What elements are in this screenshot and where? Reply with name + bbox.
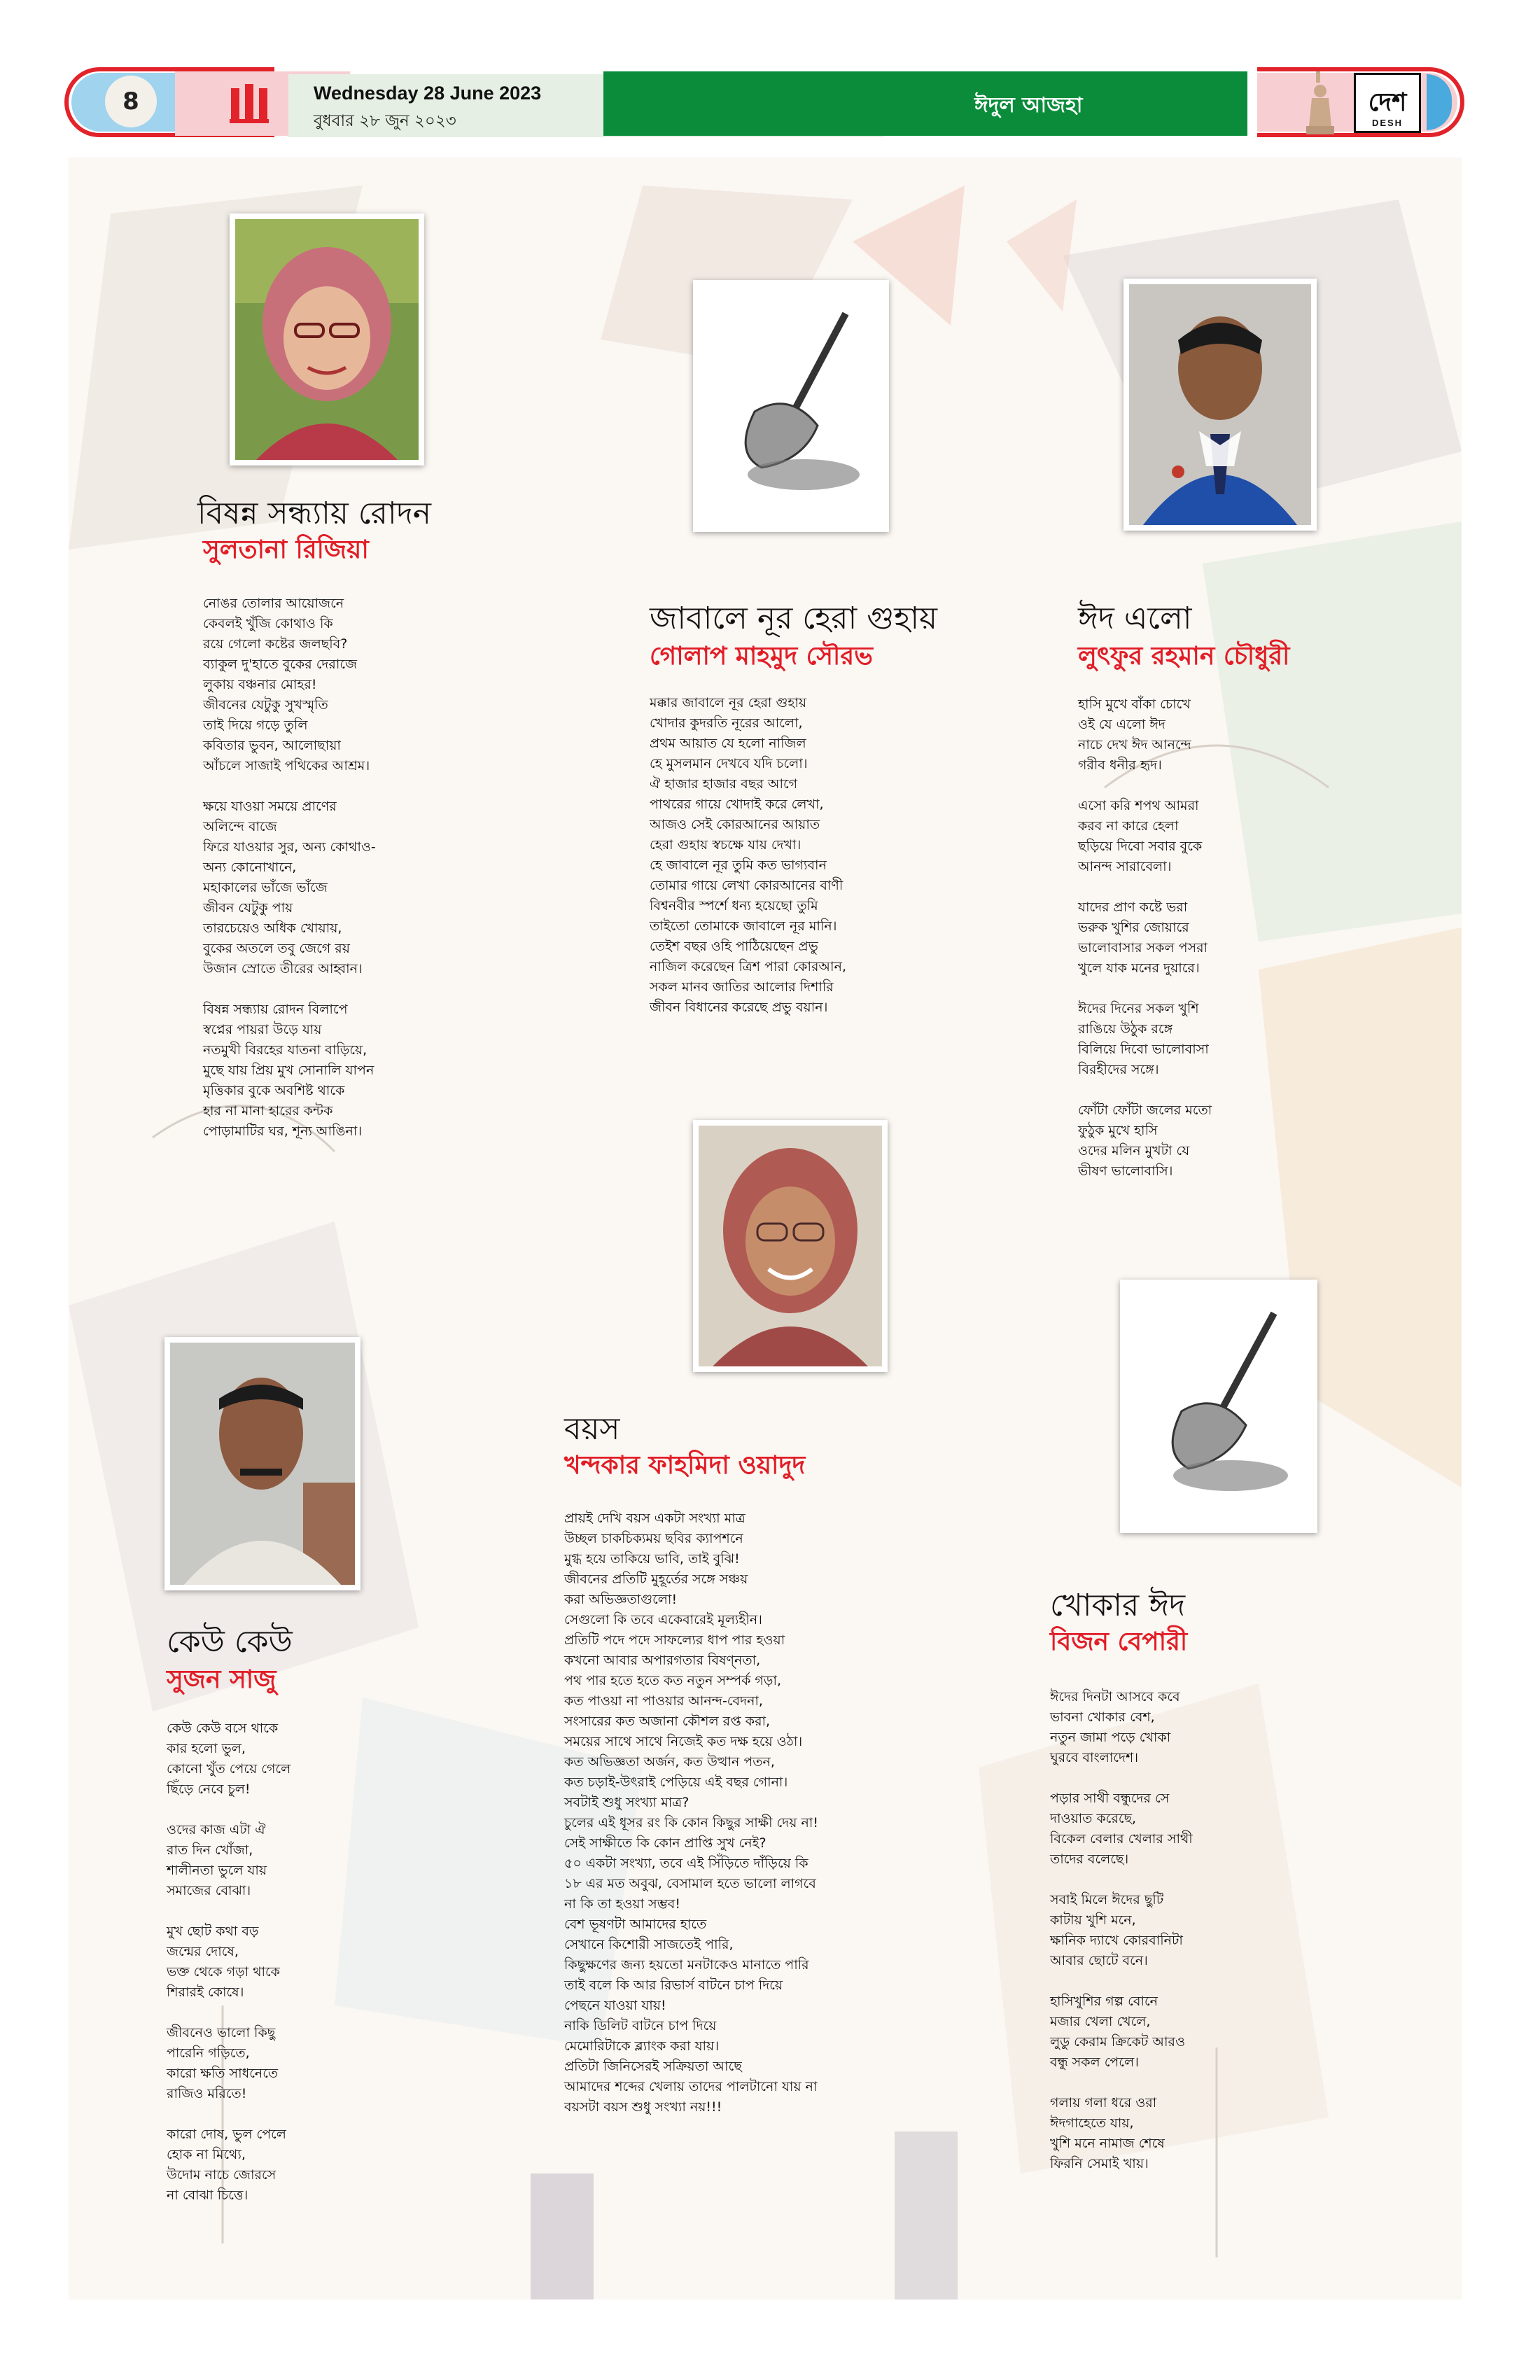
- poem-line: বিশ্বনবীর স্পর্শে ধন্য হয়েছো তুমি: [650, 898, 818, 913]
- poem-body: [1050, 1687, 1193, 2174]
- poem-line: মুগ্ধ হয়ে তাকিয়ে ভাবি, তাই বুঝি!: [564, 1551, 740, 1567]
- poem-line: হে মুসলমান দেখবে যদি চলো।: [650, 756, 808, 771]
- poem-stanza: [203, 594, 376, 776]
- poem-stanza: [203, 797, 376, 979]
- poem-line: হেরা গুহায় স্বচক্ষে যায় দেখা।: [650, 837, 802, 853]
- poem-author: গোলাপ মাহমুদ সৌরভ: [650, 642, 873, 671]
- poem-line: আমাদের শব্দের খেলায় তাদের পালটানো যায় না: [564, 2079, 818, 2094]
- poem-line: খুলে যাক মনের দুয়ারে।: [1078, 960, 1200, 976]
- poem-line: কত পাওয়া না পাওয়ার আনন্দ-বেদনা,: [564, 1693, 763, 1709]
- illustration-golap-mahmud: [693, 280, 889, 532]
- poem-stanza: [564, 1508, 818, 2118]
- woman-with-glasses-photo: [699, 1126, 882, 1366]
- poem-line: নাকি ডিলিট বাটনে চাপ দিয়ে: [564, 2018, 717, 2033]
- brand-logo: দেশ DESH: [1354, 73, 1421, 133]
- poem-line: ফিরে যাওয়ার সুর, অন্য কোথাও-: [203, 839, 376, 855]
- poem-line: তেইশ বছর ওহি পাঠিয়েছেন প্রভু: [650, 939, 818, 954]
- page-number: 8: [105, 76, 157, 127]
- poem-line: রাজিও মরিতে!: [167, 2086, 247, 2101]
- poem-line: রয়ে গেলো কষ্টের জলছবি?: [203, 636, 348, 652]
- poem-line: বিকেল বেলার খেলার সাথী: [1050, 1831, 1193, 1847]
- pen-sketch-illustration: [1126, 1285, 1312, 1527]
- poem-line: খোদার কুদরতি নূরের আলো,: [650, 715, 803, 731]
- page-header: [64, 67, 1464, 140]
- poem-line: পারেনি গড়িতে,: [167, 2045, 250, 2061]
- poem-line: ফুঠুক মুখে হাসি: [1078, 1123, 1158, 1138]
- poem-line: তাই দিয়ে গড়ে তুলি: [203, 718, 308, 733]
- poem-stanza: [1050, 1991, 1193, 2073]
- poem-line: মেমোরিটাকে ব্ল্যাংক করা যায়।: [564, 2038, 720, 2054]
- poem-stanza: [167, 1718, 290, 1800]
- poem-line: পেছনে যাওয়া যায়!: [564, 1998, 666, 2013]
- poem-line: কারো দোষ, ভুল পেলে: [167, 2127, 286, 2142]
- woman-in-hijab-photo: [235, 219, 419, 460]
- poem-stanza: [203, 1000, 376, 1142]
- poem-line: ৫০ একটা সংখ্যা, তবে এই সিঁড়িতে দাঁড়িয়ে কি: [564, 1856, 808, 1871]
- poem-line: বিলিয়ে দিবো ভালোবাসা: [1078, 1042, 1209, 1057]
- author-photo-sujan-saju: [164, 1337, 360, 1590]
- author-photo-lutfur-rahman: [1124, 279, 1317, 531]
- poem-author: সুলতানা রিজিয়া: [203, 536, 369, 564]
- poem-body: [203, 594, 376, 1142]
- poem-line: নাচে দেখ ঈদ আনন্দে: [1078, 737, 1191, 752]
- poem-line: নতমুখী বিরহের যাতনা বাড়িয়ে,: [203, 1042, 368, 1058]
- poem-stanza: [1078, 796, 1212, 877]
- poem-line: ভক্ত থেকে গড়া থাকে: [167, 1964, 280, 1980]
- poem-line: কত অভিজ্ঞতা অর্জন, কত উত্থান পতন,: [564, 1754, 775, 1770]
- poem-line: ঈদের দিনের সকল খুশি: [1078, 1001, 1199, 1016]
- poem-stanza: [1078, 897, 1212, 979]
- date-english: Wednesday 28 June 2023: [314, 83, 542, 104]
- poem-line: লুকায় বঞ্চনার মোহর!: [203, 677, 317, 692]
- poem-line: নতুন জামা পড়ে খোকা: [1050, 1730, 1171, 1745]
- poem-line: উচ্ছল চাকচিক্যময় ছবির ক্যাপশনে: [564, 1531, 743, 1546]
- poem-line: সবাই মিলে ঈদের ছুটি: [1050, 1892, 1164, 1907]
- poem-line: সেখানে কিশোরী সাজতেই পারি,: [564, 1937, 734, 1952]
- poem-line: সেগুলো কি তবে একেবারেই মূল্যহীন।: [564, 1612, 762, 1628]
- poem-line: রাত দিন খোঁজা,: [167, 1842, 253, 1858]
- poem-line: যাদের প্রাণ কষ্টে ভরা: [1078, 899, 1188, 915]
- poem-line: খুশি মনে নামাজ শেষে: [1050, 2136, 1165, 2151]
- poem-line: না বোঝা চিত্তে।: [167, 2188, 248, 2203]
- poem-line: স্বপ্নের পায়রা উড়ে যায়: [203, 1022, 322, 1037]
- poem-body: [650, 693, 846, 1018]
- poem-line: ক্ষয়ে যাওয়া সময়ে প্রাণের: [203, 799, 337, 814]
- poem-title: খোকার ঈদ: [1050, 1588, 1186, 1623]
- poem-body: [1078, 694, 1212, 1182]
- poem-line: বন্ধু সকল পেলে।: [1050, 2054, 1139, 2070]
- poem-line: নোঙর তোলার আয়োজনে: [203, 596, 344, 611]
- poem-line: কেবলই খুঁজি কোথাও কি: [203, 616, 333, 631]
- poem-line: গরীব ধনীর হৃদ।: [1078, 757, 1162, 773]
- poem-line: আবার ছোটে বনে।: [1050, 1953, 1148, 1968]
- poem-line: সময়ের সাথে সাথে নিজেই কত দক্ষ হয়ে ওঠা।: [564, 1734, 803, 1749]
- poem-line: মক্কার জাবালে নূর হেরা গুহায়: [650, 695, 807, 710]
- poem-line: ঈদের দিনটা আসবে কবে: [1050, 1689, 1180, 1704]
- poem-line: বুকের অতলে তবু জেগে রয়: [203, 941, 350, 956]
- poem-line: কাটায় খুশি মনে,: [1050, 1912, 1136, 1928]
- poem-line: সেই সাক্ষীতে কি কোন প্রাপ্তি সুখ নেই?: [564, 1835, 766, 1851]
- poem-line: প্রতিটি পদে পদে সাফল্যের ধাপ পার হওয়া: [564, 1632, 785, 1648]
- poem-line: এসো করি শপথ আমরা: [1078, 798, 1199, 813]
- poem-line: লুডু কেরাম ক্রিকেট আরও: [1050, 2034, 1185, 2050]
- poem-line: হে জাবালে নূর তুমি কত ভাগ্যবান: [650, 858, 827, 873]
- author-photo-fahmida-wadud: [693, 1120, 888, 1372]
- poem-line: ভরুক খুশির জোয়ারে: [1078, 920, 1189, 935]
- poem-line: ওদের মলিন মুখটা যে: [1078, 1143, 1190, 1158]
- poem-stanza: [167, 1820, 290, 1901]
- poem-line: ঈদগাহেতে যায়,: [1050, 2115, 1134, 2131]
- poem-author: খন্দকার ফাহমিদা ওয়াদুদ: [564, 1451, 806, 1480]
- poem-stanza: [167, 2124, 290, 2206]
- poem-line: দাওয়াত করেছে,: [1050, 1811, 1137, 1826]
- poem-line: ঐ হাজার হাজার বছর আগে: [650, 776, 798, 792]
- poem-line: উদোম নাচে জোরসে: [167, 2167, 276, 2183]
- poem-stanza: [167, 1921, 290, 2003]
- poem-line: মুছে যায় প্রিয় মুখ সোনালি যাপন: [203, 1063, 374, 1078]
- man-in-shirt-photo: [170, 1343, 355, 1585]
- poem-stanza: [1050, 1687, 1193, 1768]
- poem-title: কেউ কেউ: [167, 1624, 293, 1660]
- poem-title: ঈদ এলো: [1078, 601, 1192, 636]
- poem-author: সুজন সাজু: [167, 1665, 276, 1694]
- poem-line: সংসারের কত অজানা কৌশল রপ্ত করা,: [564, 1714, 771, 1729]
- poem-line: হোক না মিথ্যে,: [167, 2147, 246, 2162]
- poem-line: না কি তা হওয়া সম্ভব!: [564, 1896, 680, 1912]
- poem-line: কোনো খুঁত পেয়ে গেলে: [167, 1761, 291, 1777]
- poem-line: ১৮ এর মত অবুঝ, বেসামাল হতে ভালো লাগবে: [564, 1876, 816, 1891]
- poem-line: প্রতিটা জিনিসেরই সক্রিয়তা আছে: [564, 2059, 742, 2074]
- poem-line: ছড়িয়ে দিবো সবার বুকে: [1078, 839, 1203, 854]
- poem-line: মজার খেলা খেলে,: [1050, 2014, 1151, 2029]
- poem-line: চুলের এই ধূসর রং কি কোন কিছুর সাক্ষী দেয় না!: [564, 1815, 818, 1830]
- poem-stanza: [1078, 999, 1212, 1080]
- poem-line: বিষন্ন সন্ধ্যায় রোদন বিলাপে: [203, 1002, 348, 1017]
- poem-line: তারচেয়েও অধিক খোয়ায়,: [203, 920, 342, 936]
- poem-line: হাসি মুখে বাঁকা চোখে: [1078, 696, 1191, 712]
- poem-line: সবটাই শুধু সংখ্যা মাত্র?: [564, 1795, 690, 1810]
- poem-line: অন্য কোনোখানে,: [203, 860, 297, 875]
- poem-line: জীবনের যেটুকু সুখস্মৃতি: [203, 697, 328, 713]
- poem-line: ফিরনি সেমাই খায়।: [1050, 2156, 1149, 2171]
- poem-line: কিছুক্ষণের জন্য হয়তো মনটাকেও মানাতে পারি: [564, 1957, 809, 1973]
- statue-of-liberty-icon: [1296, 70, 1345, 136]
- section-bar: [603, 71, 1247, 136]
- poem-line: পোড়ামাটির ঘর, শূন্য আঙিনা।: [203, 1124, 363, 1139]
- poem-line: জীবন যেটুকু পায়: [203, 900, 293, 916]
- poem-line: জীবন বিধানের করেছে প্রভু বয়ান।: [650, 1000, 828, 1015]
- poem-line: ওই যে এলো ঈদ: [1078, 717, 1166, 732]
- section-title: ঈদুল আজহা: [974, 93, 1083, 118]
- poem-title: বয়স: [564, 1411, 620, 1447]
- poem-line: কত চড়াই-উৎরাই পেড়িয়ে এই বছর গোনা।: [564, 1774, 788, 1790]
- author-photo-sultana-rizia: [230, 214, 424, 465]
- poem-line: হাসিখুশির গল্প বোনে: [1050, 1994, 1158, 2009]
- poem-author: লুৎফুর রহমান চৌধুরী: [1078, 642, 1290, 671]
- poem-body: [167, 1718, 290, 2206]
- poem-title: জাবালে নূর হেরা গুহায়: [650, 601, 938, 636]
- poem-line: মহাকালের ভাঁজে ভাঁজে: [203, 880, 328, 895]
- poem-line: পড়ার সাথী বন্ধুদের সে: [1050, 1791, 1170, 1806]
- poem-line: করব না কারে হেলা: [1078, 818, 1179, 834]
- poem-line: আঁচলে সাজাই পথিকের আশ্রম।: [203, 758, 370, 774]
- poem-line: ভীষণ ভালোবাসি।: [1078, 1163, 1173, 1179]
- poem-line: জীবনের প্রতিটি মুহূর্তের সঙ্গে সঞ্চয়: [564, 1572, 748, 1587]
- poem-line: সমাজের বোঝা।: [167, 1883, 251, 1898]
- poem-line: বেশ ভূষণটা আমাদের হাতে: [564, 1917, 707, 1932]
- poem-line: করা অভিজ্ঞতাগুলো!: [564, 1592, 678, 1607]
- poem-line: কেউ কেউ বসে থাকে: [167, 1721, 279, 1736]
- poem-line: অলিন্দে বাজে: [203, 819, 277, 834]
- poem-line: কবিতার ভুবন, আলোছায়া: [203, 738, 341, 753]
- poem-line: তাদের বলেছে।: [1050, 1851, 1129, 1867]
- poem-line: প্রথম আয়াত যে হলো নাজিল: [650, 736, 806, 751]
- poem-line: ওদের কাজ এটা ঐ: [167, 1822, 266, 1837]
- poem-stanza: [650, 693, 846, 1018]
- poem-line: ব্যাকুল দু'হাতে বুকের দেরাজে: [203, 657, 357, 672]
- poem-line: তাই বলে কি আর রিভার্স বাটনে চাপ দিয়ে: [564, 1977, 783, 1993]
- poem-line: ফোঁটা ফোঁটা জলের মতো: [1078, 1102, 1212, 1118]
- date-bangla: বুধবার ২৮ জুন ২০২৩: [314, 112, 456, 130]
- poem-line: তাইতো তোমাকে জাবালে নূর মানি।: [650, 918, 837, 934]
- poem-line: ভালোবাসার সকল পসরা: [1078, 940, 1208, 955]
- poem-line: বয়সটা বয়স শুধু সংখ্যা নয়!!!: [564, 2099, 722, 2115]
- poem-line: ভাবনা খোকার বেশ,: [1050, 1709, 1155, 1725]
- poem-stanza: [167, 2023, 290, 2104]
- poem-line: কখনো আবার অপারগতার বিষণ্নতা,: [564, 1653, 761, 1668]
- poem-line: পাথরের গায়ে খোদাই করে লেখা,: [650, 797, 824, 812]
- mini-logo-icon: [227, 81, 276, 126]
- poem-line: শালীনতা ভুলে যায়: [167, 1863, 267, 1878]
- poem-line: নাজিল করেছেন ত্রিশ পারা কোরআন,: [650, 959, 846, 974]
- poem-line: ছিঁড়ে নেবে চুল!: [167, 1782, 251, 1797]
- pen-sketch-illustration: [699, 286, 883, 526]
- poem-line: মুখ ছোট কথা বড়: [167, 1924, 259, 1939]
- poem-line: গলায় গলা ধরে ওরা: [1050, 2095, 1157, 2110]
- poem-line: উজান স্রোতে তীরের আহ্বান।: [203, 961, 363, 976]
- poem-line: ক্ষানিক দ্যাখে কোরবানিটা: [1050, 1933, 1183, 1948]
- poem-line: আজও সেই কোরআনের আয়াত: [650, 817, 820, 832]
- poem-line: কার হলো ভুল,: [167, 1741, 246, 1756]
- poem-line: বিরহীদের সঙ্গে।: [1078, 1062, 1159, 1077]
- poem-line: জীবনেও ভালো কিছু: [167, 2025, 276, 2040]
- poem-line: আনন্দ সারাবেলা।: [1078, 859, 1172, 874]
- poem-line: রাঙিয়ে উঠুক রঙ্গে: [1078, 1021, 1173, 1037]
- poem-title: বিষন্ন সন্ধ্যায় রোদন: [197, 496, 431, 531]
- poem-line: ঘুরবে বাংলাদেশ।: [1050, 1750, 1139, 1765]
- poem-line: জন্মের দোষে,: [167, 1944, 239, 1959]
- illustration-bijon-bepari: [1120, 1280, 1317, 1533]
- poem-line: কারো ক্ষতি সাধনেতে: [167, 2066, 279, 2081]
- poem-body: [564, 1508, 818, 2118]
- poem-author: বিজন বেপারী: [1050, 1628, 1188, 1656]
- poem-line: তোমার গায়ে লেখা কোরআনের বাণী: [650, 878, 844, 893]
- poem-line: শিরারই কোষে।: [167, 1984, 244, 2000]
- poem-stanza: [1050, 1890, 1193, 1971]
- poem-line: মৃত্তিকার বুকে অবশিষ্ট থাকে: [203, 1083, 345, 1098]
- man-in-suit-photo: [1129, 284, 1311, 525]
- poem-stanza: [1078, 694, 1212, 776]
- poem-line: হার না মানা হারের কন্টক: [203, 1103, 333, 1119]
- poem-stanza: [1050, 2093, 1193, 2174]
- poem-line: সকল মানব জাতির আলোর দিশারি: [650, 979, 834, 995]
- poem-stanza: [1050, 1788, 1193, 1870]
- poem-stanza: [1078, 1100, 1212, 1182]
- poem-line: পথ পার হতে হতে কত নতুন সম্পর্ক গড়া,: [564, 1673, 781, 1688]
- poem-line: প্রায়ই দেখি বয়স একটা সংখ্যা মাত্র: [564, 1511, 746, 1526]
